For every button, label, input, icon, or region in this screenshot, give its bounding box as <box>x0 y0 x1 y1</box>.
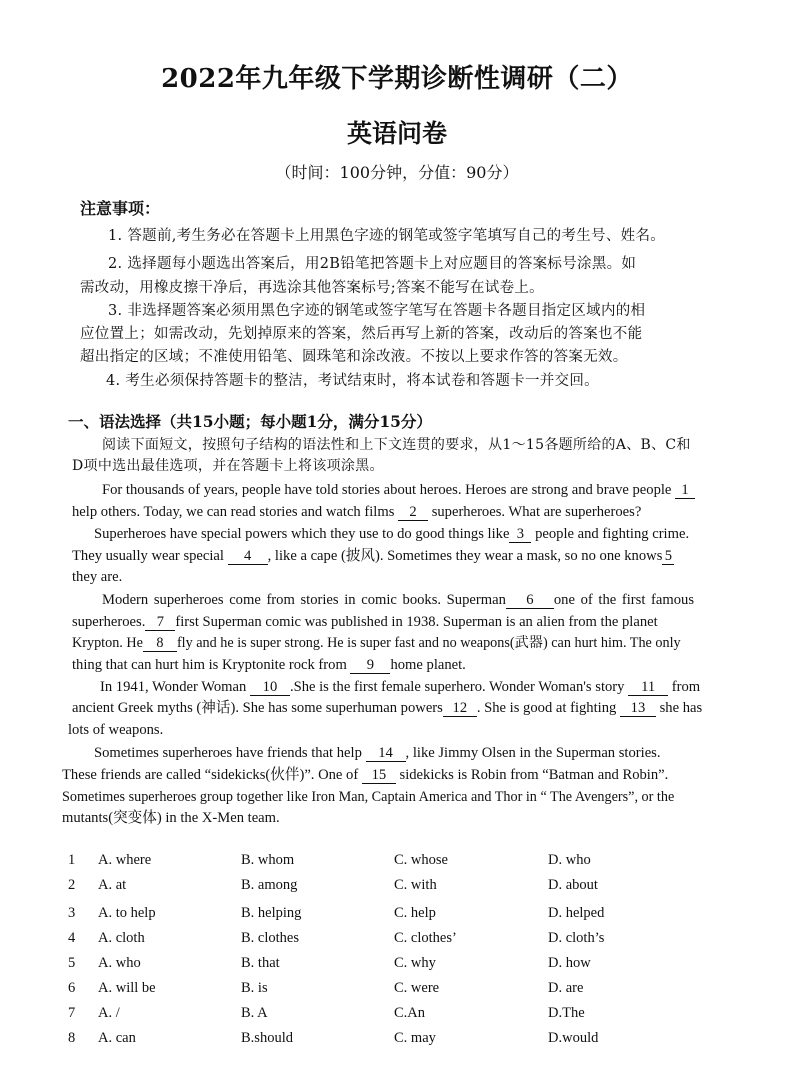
notice-line: 超出指定的区域；不准使用铅笔、圆珠笔和涂改液。不按以上要求作答的答案无效。 <box>80 349 628 365</box>
option-row <box>0 905 794 927</box>
blank-2: 2 <box>398 504 428 521</box>
passage-line: help others. Today, we can read stories and watch films 2 superheroes. What are superheroes? <box>72 504 642 520</box>
blank-1: 1 <box>675 482 695 499</box>
blank-8: 8 <box>143 635 177 652</box>
option-a: A. who <box>98 955 141 971</box>
question-number: 7 <box>68 1005 76 1021</box>
notice-line: 3. 非选择题答案必须用黑色字迹的钢笔或签字笔写在答题卡各题目指定区域内的相 <box>108 303 646 319</box>
option-d: D.would <box>548 1030 599 1046</box>
notice-heading: 注意事项： <box>80 199 161 218</box>
notice-line: 1. 答题前,考生务必在答题卡上用黑色字迹的钢笔或签字笔填写自己的考生号、姓名。 <box>108 228 666 244</box>
option-row <box>0 852 794 874</box>
passage-line: For thousands of years, people have told stories about heroes. Heroes are strong and brave people 1 <box>102 480 695 500</box>
blank-13: 13 <box>620 700 656 717</box>
blank-11: 11 <box>628 679 668 696</box>
option-row <box>0 1005 794 1027</box>
blank-5: 5 <box>662 548 674 565</box>
passage-line: thing that can hurt him is Kryptonite rock from 9 home planet. <box>72 657 466 673</box>
section-heading: 一、语法选择（共15小题；每小题1分，满分15分） <box>68 412 432 431</box>
question-number: 3 <box>68 905 76 921</box>
passage-line: Modern superheroes come from stories in comic books. Superman 6 one of the first famous <box>102 592 694 608</box>
option-c: C. help <box>394 905 436 921</box>
option-c: C. were <box>394 980 440 996</box>
exam-subtitle: 英语问卷 <box>346 119 447 148</box>
option-d: D. helped <box>548 905 605 921</box>
passage-line: These friends are called “sidekicks(伙伴)”. One of 15 sidekicks is Robin from “Batman and Robin”. <box>62 767 669 783</box>
option-b: B. among <box>241 877 298 893</box>
blank-3: 3 <box>509 526 531 543</box>
option-a: A. cloth <box>98 930 145 946</box>
question-number: 4 <box>68 930 76 946</box>
option-d: D. cloth’s <box>548 930 605 946</box>
question-number: 6 <box>68 980 76 996</box>
blank-15: 15 <box>362 767 396 784</box>
option-b: B. clothes <box>241 930 299 946</box>
option-a: A. can <box>98 1030 136 1046</box>
option-a: A. will be <box>98 980 156 996</box>
option-b: B. that <box>241 955 280 971</box>
option-d: D.The <box>548 1005 585 1021</box>
passage-line: lots of weapons. <box>68 722 164 738</box>
option-c: C. why <box>394 955 436 971</box>
passage-line: Sometimes superheroes group together like Iron Man, Captain America and Thor in “ The Avengers”, or the <box>62 789 675 805</box>
option-c: C.An <box>394 1005 426 1021</box>
option-c: C. whose <box>394 852 448 868</box>
passage-line: Krypton. He 8 fly and he is super strong. He is super fast and no weapons(武器) can hurt him. The only <box>72 635 681 651</box>
question-number: 2 <box>68 877 76 893</box>
time-score: （时间：100分钟，分值：90分） <box>275 163 519 182</box>
option-row <box>0 877 794 899</box>
option-b: B. helping <box>241 905 302 921</box>
option-b: B. A <box>241 1005 268 1021</box>
option-d: D. are <box>548 980 584 996</box>
blank-10: 10 <box>250 679 290 696</box>
passage-line: They usually wear special 4 , like a cape (披风). Sometimes they wear a mask, so no one knows 5 <box>72 546 674 566</box>
passage-line: Superheroes have special powers which they use to do good things like 3 people and fighting crime. <box>94 526 690 542</box>
option-c: C. with <box>394 877 437 893</box>
passage-line: superheroes. 7 first Superman comic was published in 1938. Superman is an alien from the planet <box>72 614 658 630</box>
notice-line: 应位置上；如需改动，先划掉原来的答案，然后再写上新的答案，改动后的答案也不能 <box>80 326 643 342</box>
option-a: A. where <box>98 852 152 868</box>
blank-9: 9 <box>350 657 390 674</box>
exam-title: 2022年九年级下学期诊断性调研（二） <box>161 64 633 94</box>
option-row <box>0 955 794 977</box>
option-a: A. to help <box>98 905 156 921</box>
blank-14: 14 <box>366 745 406 762</box>
question-number: 5 <box>68 955 76 971</box>
blank-4: 4 <box>228 548 268 565</box>
option-d: D. about <box>548 877 598 893</box>
option-c: C. may <box>394 1030 436 1046</box>
blank-7: 7 <box>145 614 175 631</box>
notice-line: 2. 选择题每小题选出答案后，用2B铅笔把答题卡上对应题目的答案标号涂黑。如 <box>108 256 637 272</box>
option-row <box>0 930 794 952</box>
notice-line: 4. 考生必须保持答题卡的整洁，考试结束时，将本试卷和答题卡一并交回。 <box>106 373 599 389</box>
section-instruction: D项中选出最佳选项，并在答题卡上将该项涂黑。 <box>72 458 384 474</box>
option-b: B. whom <box>241 852 295 868</box>
option-row <box>0 980 794 1002</box>
option-d: D. how <box>548 955 591 971</box>
passage-line: they are. <box>72 569 123 585</box>
option-a: A. / <box>98 1005 120 1021</box>
section-instruction: 阅读下面短文，按照句子结构的语法性和上下文连贯的要求，从1～15各题所给的A、B、C和 <box>102 437 691 453</box>
option-b: B. is <box>241 980 268 996</box>
option-d: D. who <box>548 852 591 868</box>
option-c: C. clothes’ <box>394 930 457 946</box>
passage-line: ancient Greek myths (神话). She has some superhuman powers 12 . She is good at fighting 13 she has <box>72 700 703 716</box>
passage-line: mutants(突变体) in the X-Men team. <box>62 810 280 826</box>
option-b: B.should <box>241 1030 293 1046</box>
passage-line: Sometimes superheroes have friends that help 14 , like Jimmy Olsen in the Superman stories. <box>94 745 661 761</box>
option-a: A. at <box>98 877 127 893</box>
notice-line: 需改动，用橡皮擦干净后，再选涂其他答案标号;答案不能写在试卷上。 <box>80 280 544 296</box>
passage-line: In 1941, Wonder Woman 10 .She is the first female superhero. Wonder Woman's story 11 from <box>100 679 701 695</box>
blank-12: 12 <box>443 700 477 717</box>
option-row <box>0 1030 794 1052</box>
question-number: 1 <box>68 852 76 868</box>
question-number: 8 <box>68 1030 76 1046</box>
blank-6: 6 <box>506 592 554 609</box>
